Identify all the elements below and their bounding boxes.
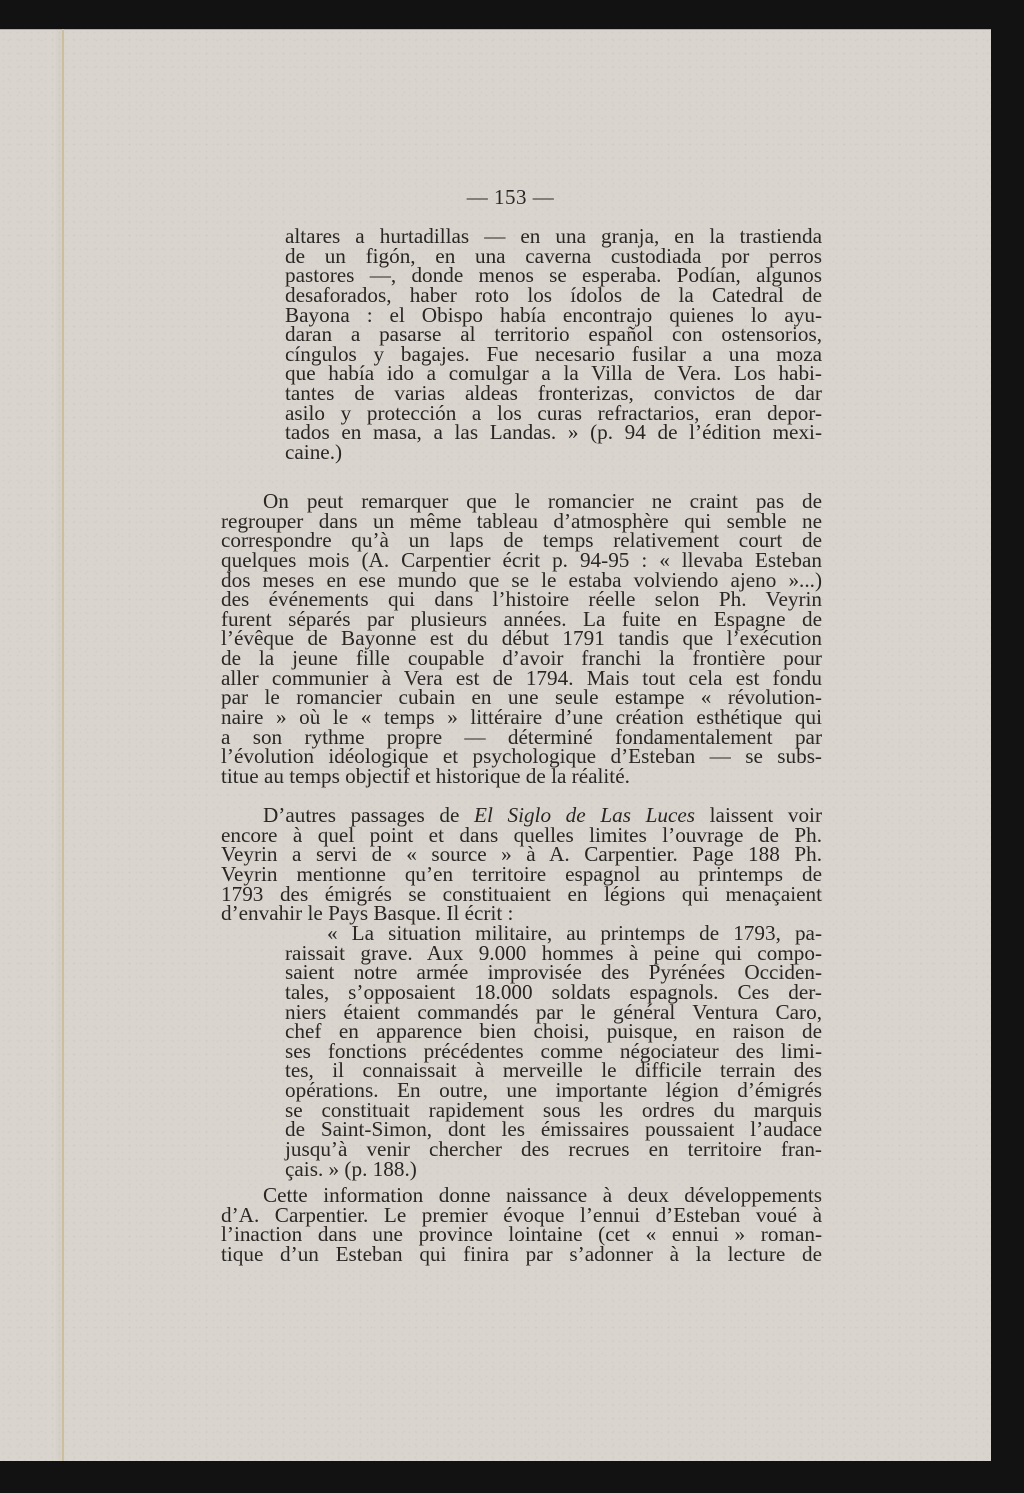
text-line: caine.) — [285, 440, 343, 465]
text-line: « La situation militaire, au printemps de 1793, pa- — [327, 921, 822, 945]
quote-continuation — [285, 224, 822, 465]
text-line: de Saint-Simon, dont les émissaires poussaient l’audace — [285, 1117, 822, 1142]
text-line: asilo y protección a los curas refractarios, eran depor- — [285, 400, 822, 425]
quote-veyrin — [285, 921, 822, 1181]
text-line: desaforados, haber roto los ídolos de la Catedral de — [285, 282, 822, 307]
paragraph-on-peut — [221, 489, 822, 788]
text-line: cíngulos y bagajes. Fue necesario fusilar a una moza — [285, 341, 822, 366]
text-line: l’évolution idéologique et psychologique d’Esteban — se subs- — [221, 744, 822, 769]
text-line: niers étaient commandés par le général Ventura Caro, — [285, 999, 822, 1024]
text-line: Veyrin a servi de « source » à A. Carpentier. Page 188 Ph. — [221, 842, 822, 867]
text-line: a son rythme propre — déterminé fondamentalement par — [221, 724, 822, 749]
text-line: tique d’un Esteban qui finira par s’adonner à la lecture de — [221, 1241, 822, 1266]
text-line: tes, il connaissait à merveille le difficile terrain des — [285, 1058, 822, 1083]
page-top-edge — [0, 29, 991, 30]
text-line: jusqu’à venir chercher des recrues en territoire fran- — [285, 1137, 822, 1162]
text-line: tantes de varias aldeas fronterizas, convictos de dar — [285, 381, 822, 406]
paragraph-cette-information — [221, 1183, 822, 1266]
text-line: d’envahir le Pays Basque. Il écrit : — [221, 901, 514, 926]
text-line: que había ido a comulgar a la Villa de Vera. Los habi- — [285, 361, 822, 386]
text-line: d’A. Carpentier. Le premier évoque l’ennui d’Esteban voué à — [221, 1202, 822, 1227]
text-line: ses fonctions précédentes comme négociateur des limi- — [285, 1038, 822, 1063]
text-line: titue au temps objectif et historique de la réalité. — [221, 763, 630, 788]
text-line: Bayona : el Obispo había encontrajo quienes lo ayu- — [285, 302, 822, 327]
text-line: quelques mois (A. Carpentier écrit p. 94-95 : « llevaba Esteban — [221, 547, 822, 572]
text-line: des événements qui dans l’histoire réelle selon Ph. Veyrin — [221, 587, 822, 612]
text-line: pastores —, donde menos se esperaba. Podían, algunos — [285, 263, 822, 288]
text-line: On peut remarquer que le romancier ne craint pas de — [263, 489, 822, 513]
page-number: — 153 — — [466, 185, 555, 209]
text-line: daran a pasarse al territorio español con ostensorios, — [285, 322, 822, 347]
text-line: l’évêque de Bayonne est du début 1791 tandis que l’exécution — [221, 626, 822, 651]
text-line: tados en masa, a las Landas. » (p. 94 de l’édition mexi- — [285, 420, 822, 445]
text-line: furent séparés par plusieurs années. La fuite en Espagne de — [221, 606, 822, 631]
text-line: Cette information donne naissance à deux développements — [263, 1183, 822, 1207]
text-line: saient notre armée improvisée des Pyrénées Occiden- — [285, 960, 822, 985]
text-line: çais. » (p. 188.) — [285, 1156, 417, 1181]
text-line: l’inaction dans une province lointaine (cet « ennui » roman- — [221, 1222, 822, 1247]
text-line: altares a hurtadillas — en una granja, en la trastienda — [285, 224, 822, 248]
text-line: regrouper dans un même tableau d’atmosphère qui semble ne — [221, 508, 822, 533]
text-line: correspondre qu’à un laps de temps relativement court de — [221, 528, 822, 553]
text-line: encore à quel point et dans quelles limites l’ouvrage de Ph. — [221, 822, 822, 847]
text-line: de la jeune fille coupable d’avoir franchi la frontière pour — [221, 646, 822, 671]
text-line: naire » où le « temps » littéraire d’une création esthétique qui — [221, 705, 822, 730]
text-line: de un figón, en una caverna custodiada por perros — [285, 243, 822, 268]
paragraph-d-autres — [221, 803, 822, 926]
text-line: dos meses en ese mundo que se le estaba volviendo ajeno »...) — [221, 567, 822, 592]
text-line: par le romancier cubain en une seule estampe « révolution- — [221, 685, 822, 710]
book-title: El Siglo de Las Luces — [474, 803, 696, 827]
text-line: 1793 des émigrés se constituaient en légions qui menaçaient — [221, 881, 822, 906]
text-run: D’autres passages de — [263, 803, 475, 827]
book-spine-fold — [62, 29, 64, 1461]
text-line: Veyrin mentionne qu’en territoire espagnol au printemps de — [221, 861, 822, 886]
text-line: raissait grave. Aux 9.000 hommes à peine qui compo- — [285, 940, 822, 965]
text-line: se constituait rapidement sous les ordres du marquis — [285, 1097, 822, 1122]
text-line: aller communier à Vera est de 1794. Mais tout cela est fondu — [221, 665, 822, 690]
text-line: opérations. En outre, une importante légion d’émigrés — [285, 1078, 822, 1103]
text-line: chef en apparence bien choisi, puisque, en raison de — [285, 1019, 822, 1044]
text-line: tales, s’opposaient 18.000 soldats espagnols. Ces der- — [285, 979, 822, 1004]
text-run: laissent voir — [695, 803, 822, 827]
